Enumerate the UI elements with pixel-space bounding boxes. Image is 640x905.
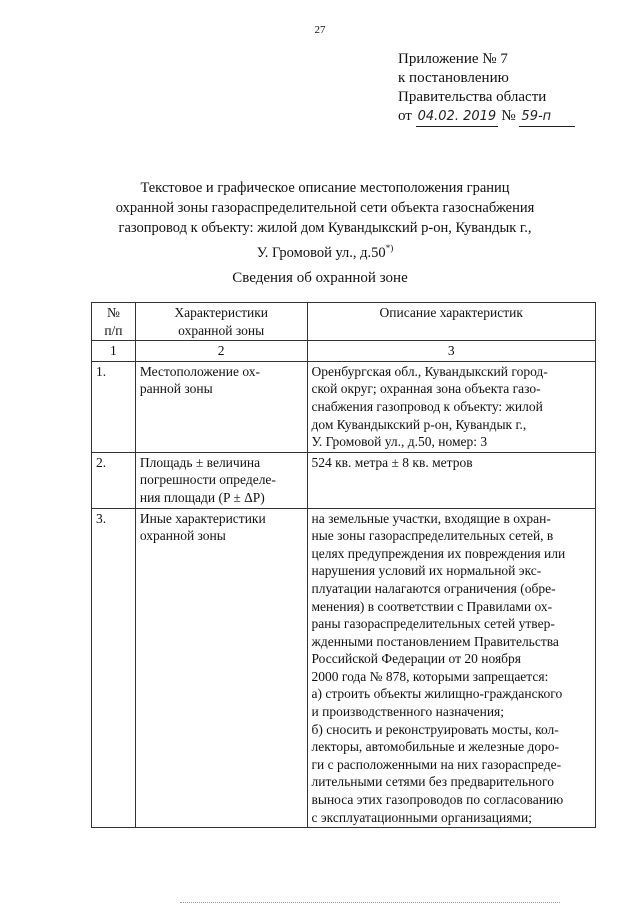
section-subtitle: Сведения об охранной зоне bbox=[232, 270, 408, 286]
protection-zone-table bbox=[91, 302, 596, 828]
row-description: на земельные участки, входящие в охран- ные зоны газораспределительных сетей, в целях предупреждения их повреждения или нарушения условий их нормальной экс- плуатации налагаются ограничения (обре- менения) в соответствии с Правилами ох- раны газораспределительных сетей утвер- жденными постановлением Правительства Российской Федерации от 20 ноября 2000 года № 878, которыми запрещается: а) строить объекты жилищно-гражданского и производственного назначения; б) сносить и реконструировать мосты, кол- лекторы, автомобильные и железные доро- ги с расположенными на них газораспреде- лительными сетями без предварительного выноса этих газопроводов по согласованию с эксплуатационными организациями; bbox=[307, 508, 596, 828]
table-header-row bbox=[92, 303, 596, 341]
table-row bbox=[92, 361, 596, 452]
title-line: газопровод к объекту: жилой дом Кувандыкский р-он, Кувандык г., bbox=[118, 220, 532, 236]
row-characteristic: Площадь ± величина погрешности определе- ния площади (P ± ΔP) bbox=[135, 452, 307, 508]
row-number: 3. bbox=[92, 508, 136, 828]
header-characteristics: Характеристики охранной зоны bbox=[135, 303, 307, 341]
table-index-row bbox=[92, 341, 596, 362]
title-address: У. Громовой ул., д.50 bbox=[256, 244, 386, 261]
appendix-government: Правительства области bbox=[398, 89, 547, 105]
table-row bbox=[92, 508, 596, 828]
header-number: № п/п bbox=[92, 303, 136, 341]
date-prefix: от bbox=[398, 108, 412, 124]
page-number: 27 bbox=[314, 24, 326, 36]
appendix-resolution: к постановлению bbox=[398, 70, 509, 86]
scan-edge-artifact bbox=[180, 902, 560, 903]
title-line-address bbox=[60, 238, 590, 263]
table-row bbox=[92, 452, 596, 508]
appendix-date-line bbox=[398, 107, 575, 127]
footnote-mark: *) bbox=[385, 243, 394, 253]
row-number: 2. bbox=[92, 452, 136, 508]
handwritten-date: 04.02. 2019 bbox=[416, 107, 498, 127]
index-cell: 2 bbox=[135, 341, 307, 362]
title-line: охранной зоны газораспределительной сети объекта газоснабжения bbox=[115, 200, 535, 216]
title-line: Текстовое и графическое описание местоположения границ bbox=[140, 180, 510, 196]
row-description: 524 кв. метра ± 8 кв. метров bbox=[307, 452, 596, 508]
row-description: Оренбургская обл., Кувандыкский город- ской округ; охранная зона объекта газо- снабжения газопровод к объекту: жилой дом Кувандыкский р-он, Кувандык г., У. Громовой ул., д.50, номер: 3 bbox=[307, 361, 596, 452]
row-characteristic: Местоположение ох- ранной зоны bbox=[135, 361, 307, 452]
index-cell: 3 bbox=[307, 341, 596, 362]
row-number: 1. bbox=[92, 361, 136, 452]
index-cell: 1 bbox=[92, 341, 136, 362]
handwritten-number: 59-п bbox=[519, 107, 575, 127]
appendix-header bbox=[398, 50, 575, 127]
document-title bbox=[60, 178, 590, 263]
header-description: Описание характеристик bbox=[307, 303, 596, 341]
number-prefix: № bbox=[501, 108, 516, 124]
appendix-title: Приложение № 7 bbox=[398, 51, 508, 67]
row-characteristic: Иные характеристики охранной зоны bbox=[135, 508, 307, 828]
